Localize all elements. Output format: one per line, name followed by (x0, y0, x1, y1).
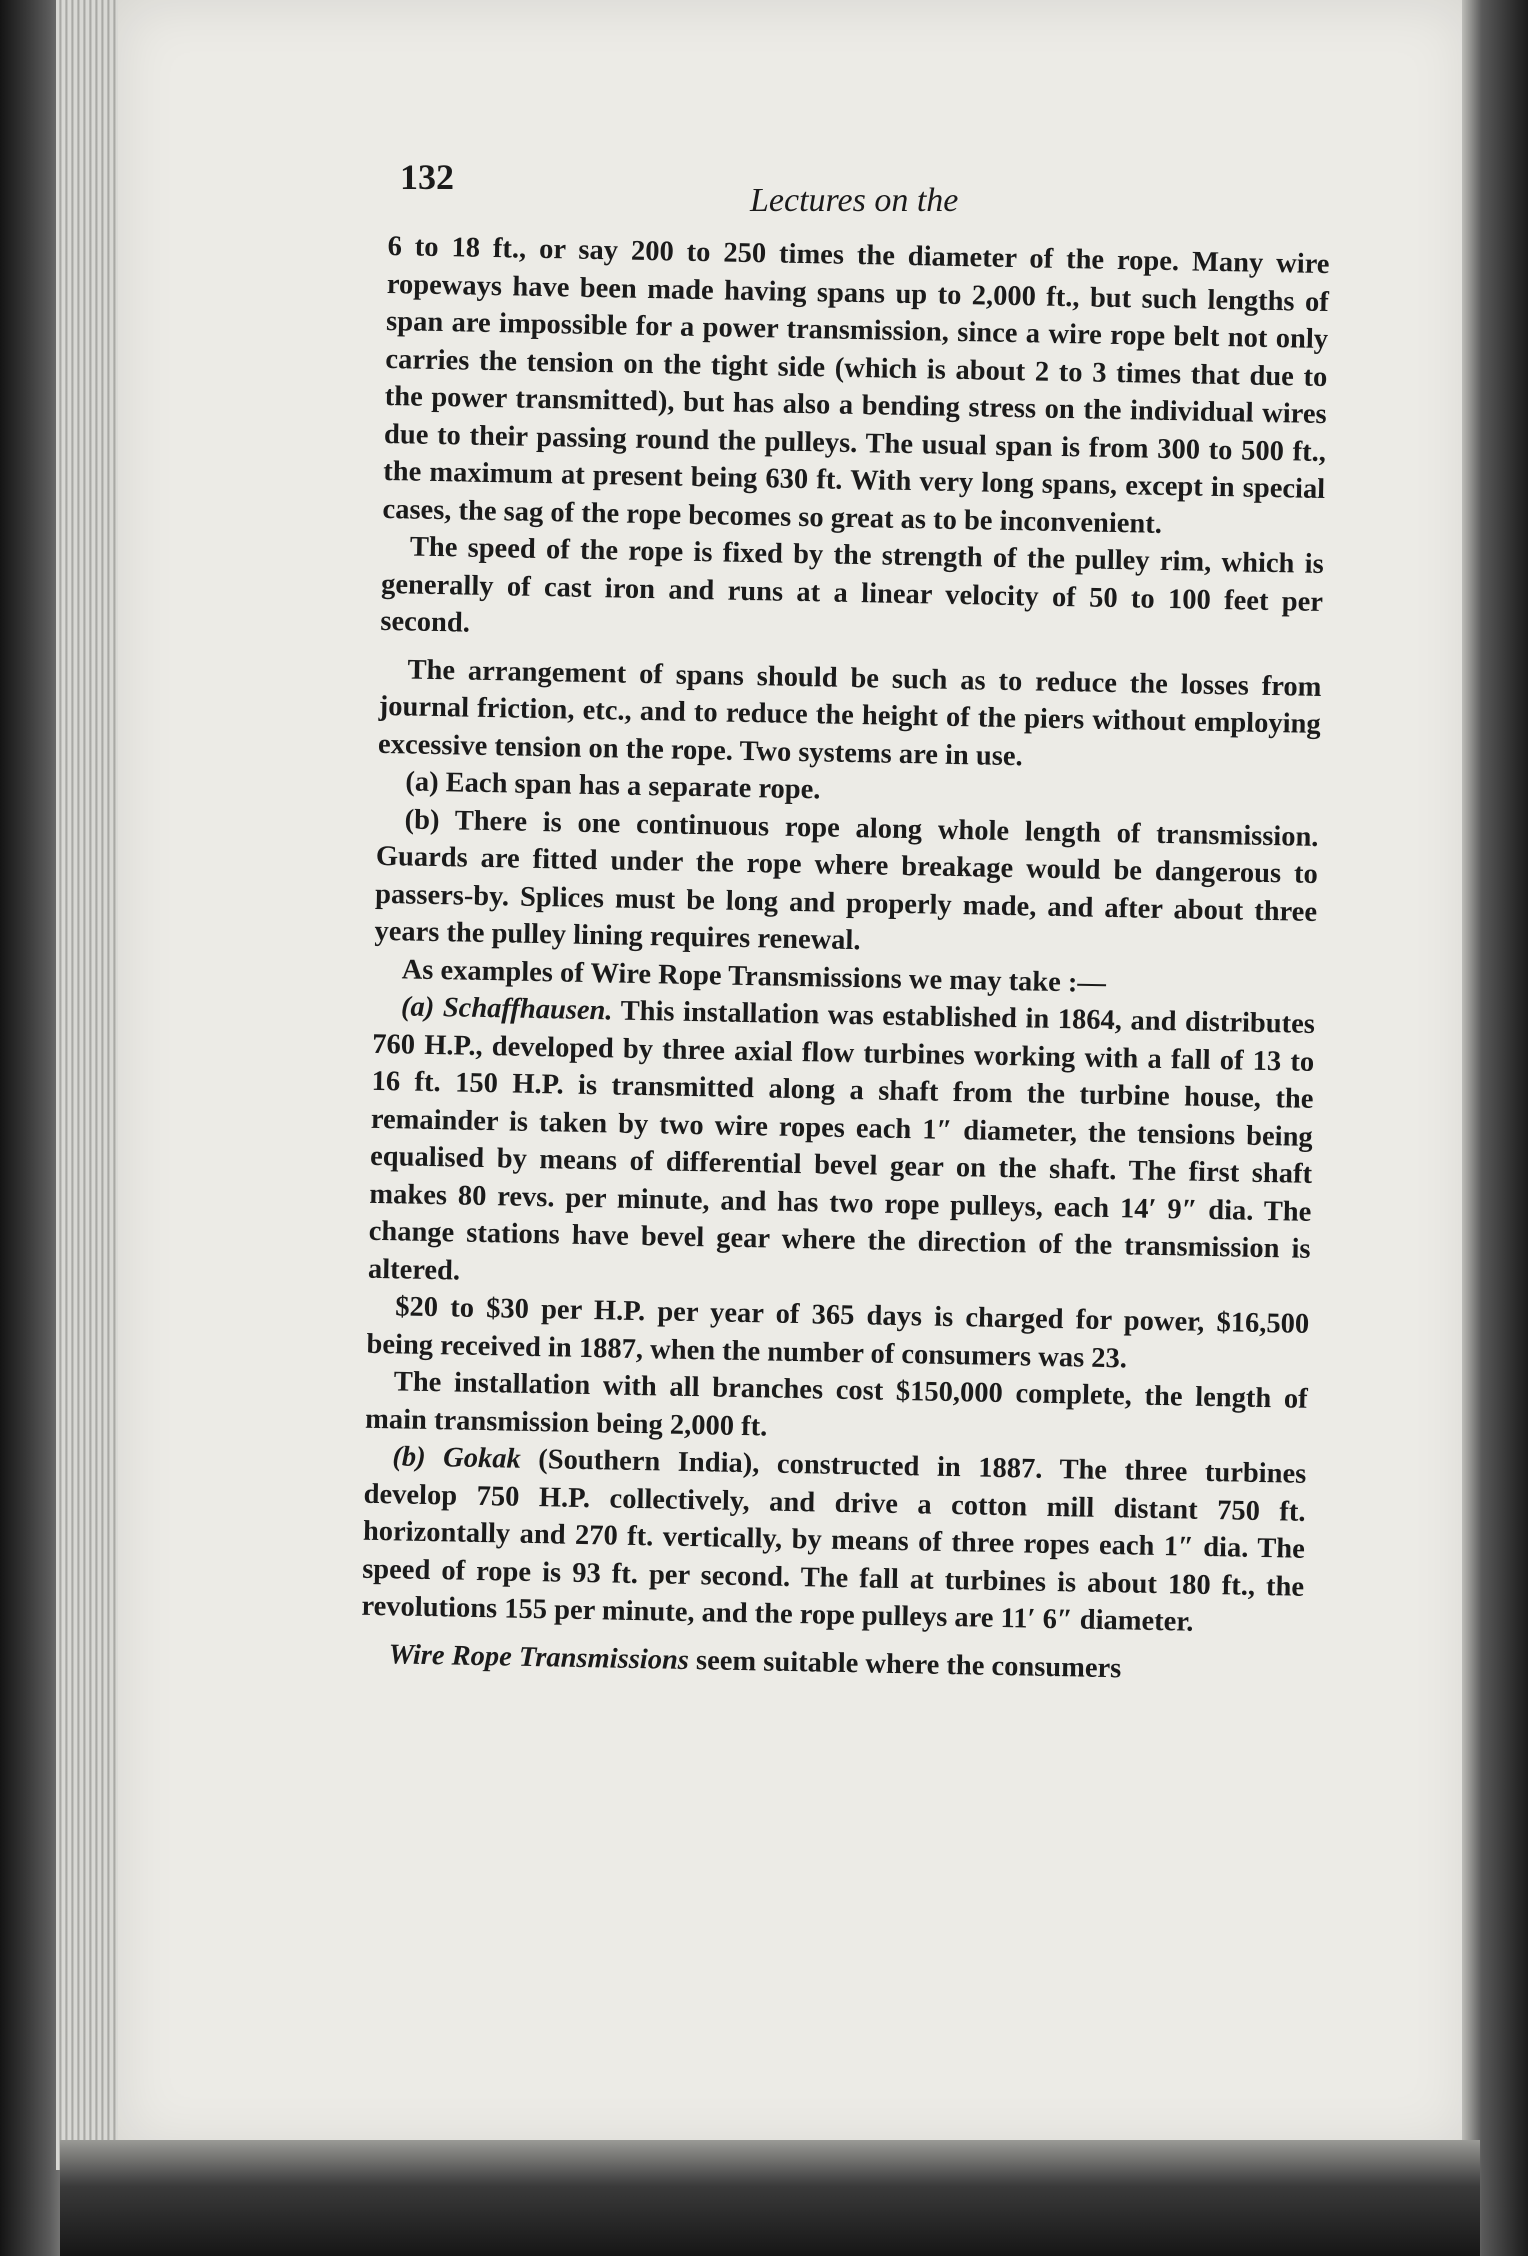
body-text (360, 228, 1330, 1691)
page-bottom-edge (60, 2140, 1480, 2256)
paragraph-5: (b) There is one continuous rope along whole length of transmission. Guards are fitted under the rope where breakage would be dangerous to passers-by. Splices must be long and properly made, and after about three years the pulley lining requires renewal. (374, 803, 1319, 957)
paragraph-3: The arrangement of spans should be such as to reduce the losses from journal friction, etc., and to reduce the height of the piers without employing excessive tension on the rope. Two systems are in use. (377, 653, 1322, 772)
paragraph-1: 6 to 18 ft., or say 200 to 250 times the diameter of the rope. Many wire ropeways have been made having spans up to 2,000 ft., but such lengths of span are impossible for a power transmission, since a wire rope belt not only carries the tension on the tight side (which is about 2 to 3 times that due to the power transmitted), but has also a bending stress on the individual wires due to their passing round the pulleys. The usual span is from 300 to 500 ft., the maximum at present being 630 ft. With very long spans, except in special cases, the sag of the rope becomes so great as to be inconvenient. (382, 230, 1330, 540)
page-number: 132 (400, 157, 454, 197)
paragraph-9: The installation with all branches cost $150,000 complete, the length of main transmission being 2,000 ft. (364, 1366, 1308, 1442)
paragraph-4: (a) Each span has a separate rope. (405, 766, 821, 806)
paragraph-11-lead: Wire Rope Transmissions (388, 1638, 690, 1676)
paragraph-6: As examples of Wire Rope Transmissions we may take :— (401, 953, 1107, 999)
paragraph-7-text: This installation was established in 1864, and distributes 760 H.P., developed by three axial flow turbines working with a fall of 13 to 16 ft. 150 H.P. is transmitted along a shaft from the turbine house, the remainder is taken by two wire ropes each 1″ diameter, the tensions being equalised by means of differential bevel gear on the shaft. The first shaft makes 80 revs. per minute, and has two rope pulleys, each 14′ 9″ dia. The change stations have bevel gear where the direction of the transmission is altered. (367, 995, 1316, 1287)
running-head: Lectures on the (750, 182, 959, 219)
page-header (400, 150, 1330, 219)
paragraph-10-lead: (b) Gokak (392, 1441, 522, 1475)
paragraph-8: $20 to $30 per H.P. per year of 365 days is charged for power, $16,500 being received in 1887, when the number of consumers was 23. (366, 1291, 1310, 1374)
paragraph-7 (368, 988, 1316, 1306)
page-right-edge (1462, 0, 1528, 2256)
paragraph-11-text: seem suitable where the consumers (688, 1644, 1122, 1684)
paragraph-10 (361, 1438, 1306, 1644)
paragraph-2: The speed of the rope is fixed by the strength of the pulley rim, which is generally of cast iron and runs at a linear velocity of 50 to 100 feet per second. (380, 531, 1325, 639)
paragraph-7-lead: (a) Schaffhausen. (400, 991, 613, 1027)
paragraph-10-text: (Southern India), constructed in 1887. The three turbines develop 750 H.P. collectively, and drive a cotton mill distant 750 ft. horizontally and 270 ft. vertically, by means of three ropes each 1″ dia. The speed of rope is 93 ft. per second. The fall at turbines is about 180 ft., the revolutions 155 per minute, and the rope pulleys are 11′ 6″ diameter. (361, 1443, 1307, 1638)
